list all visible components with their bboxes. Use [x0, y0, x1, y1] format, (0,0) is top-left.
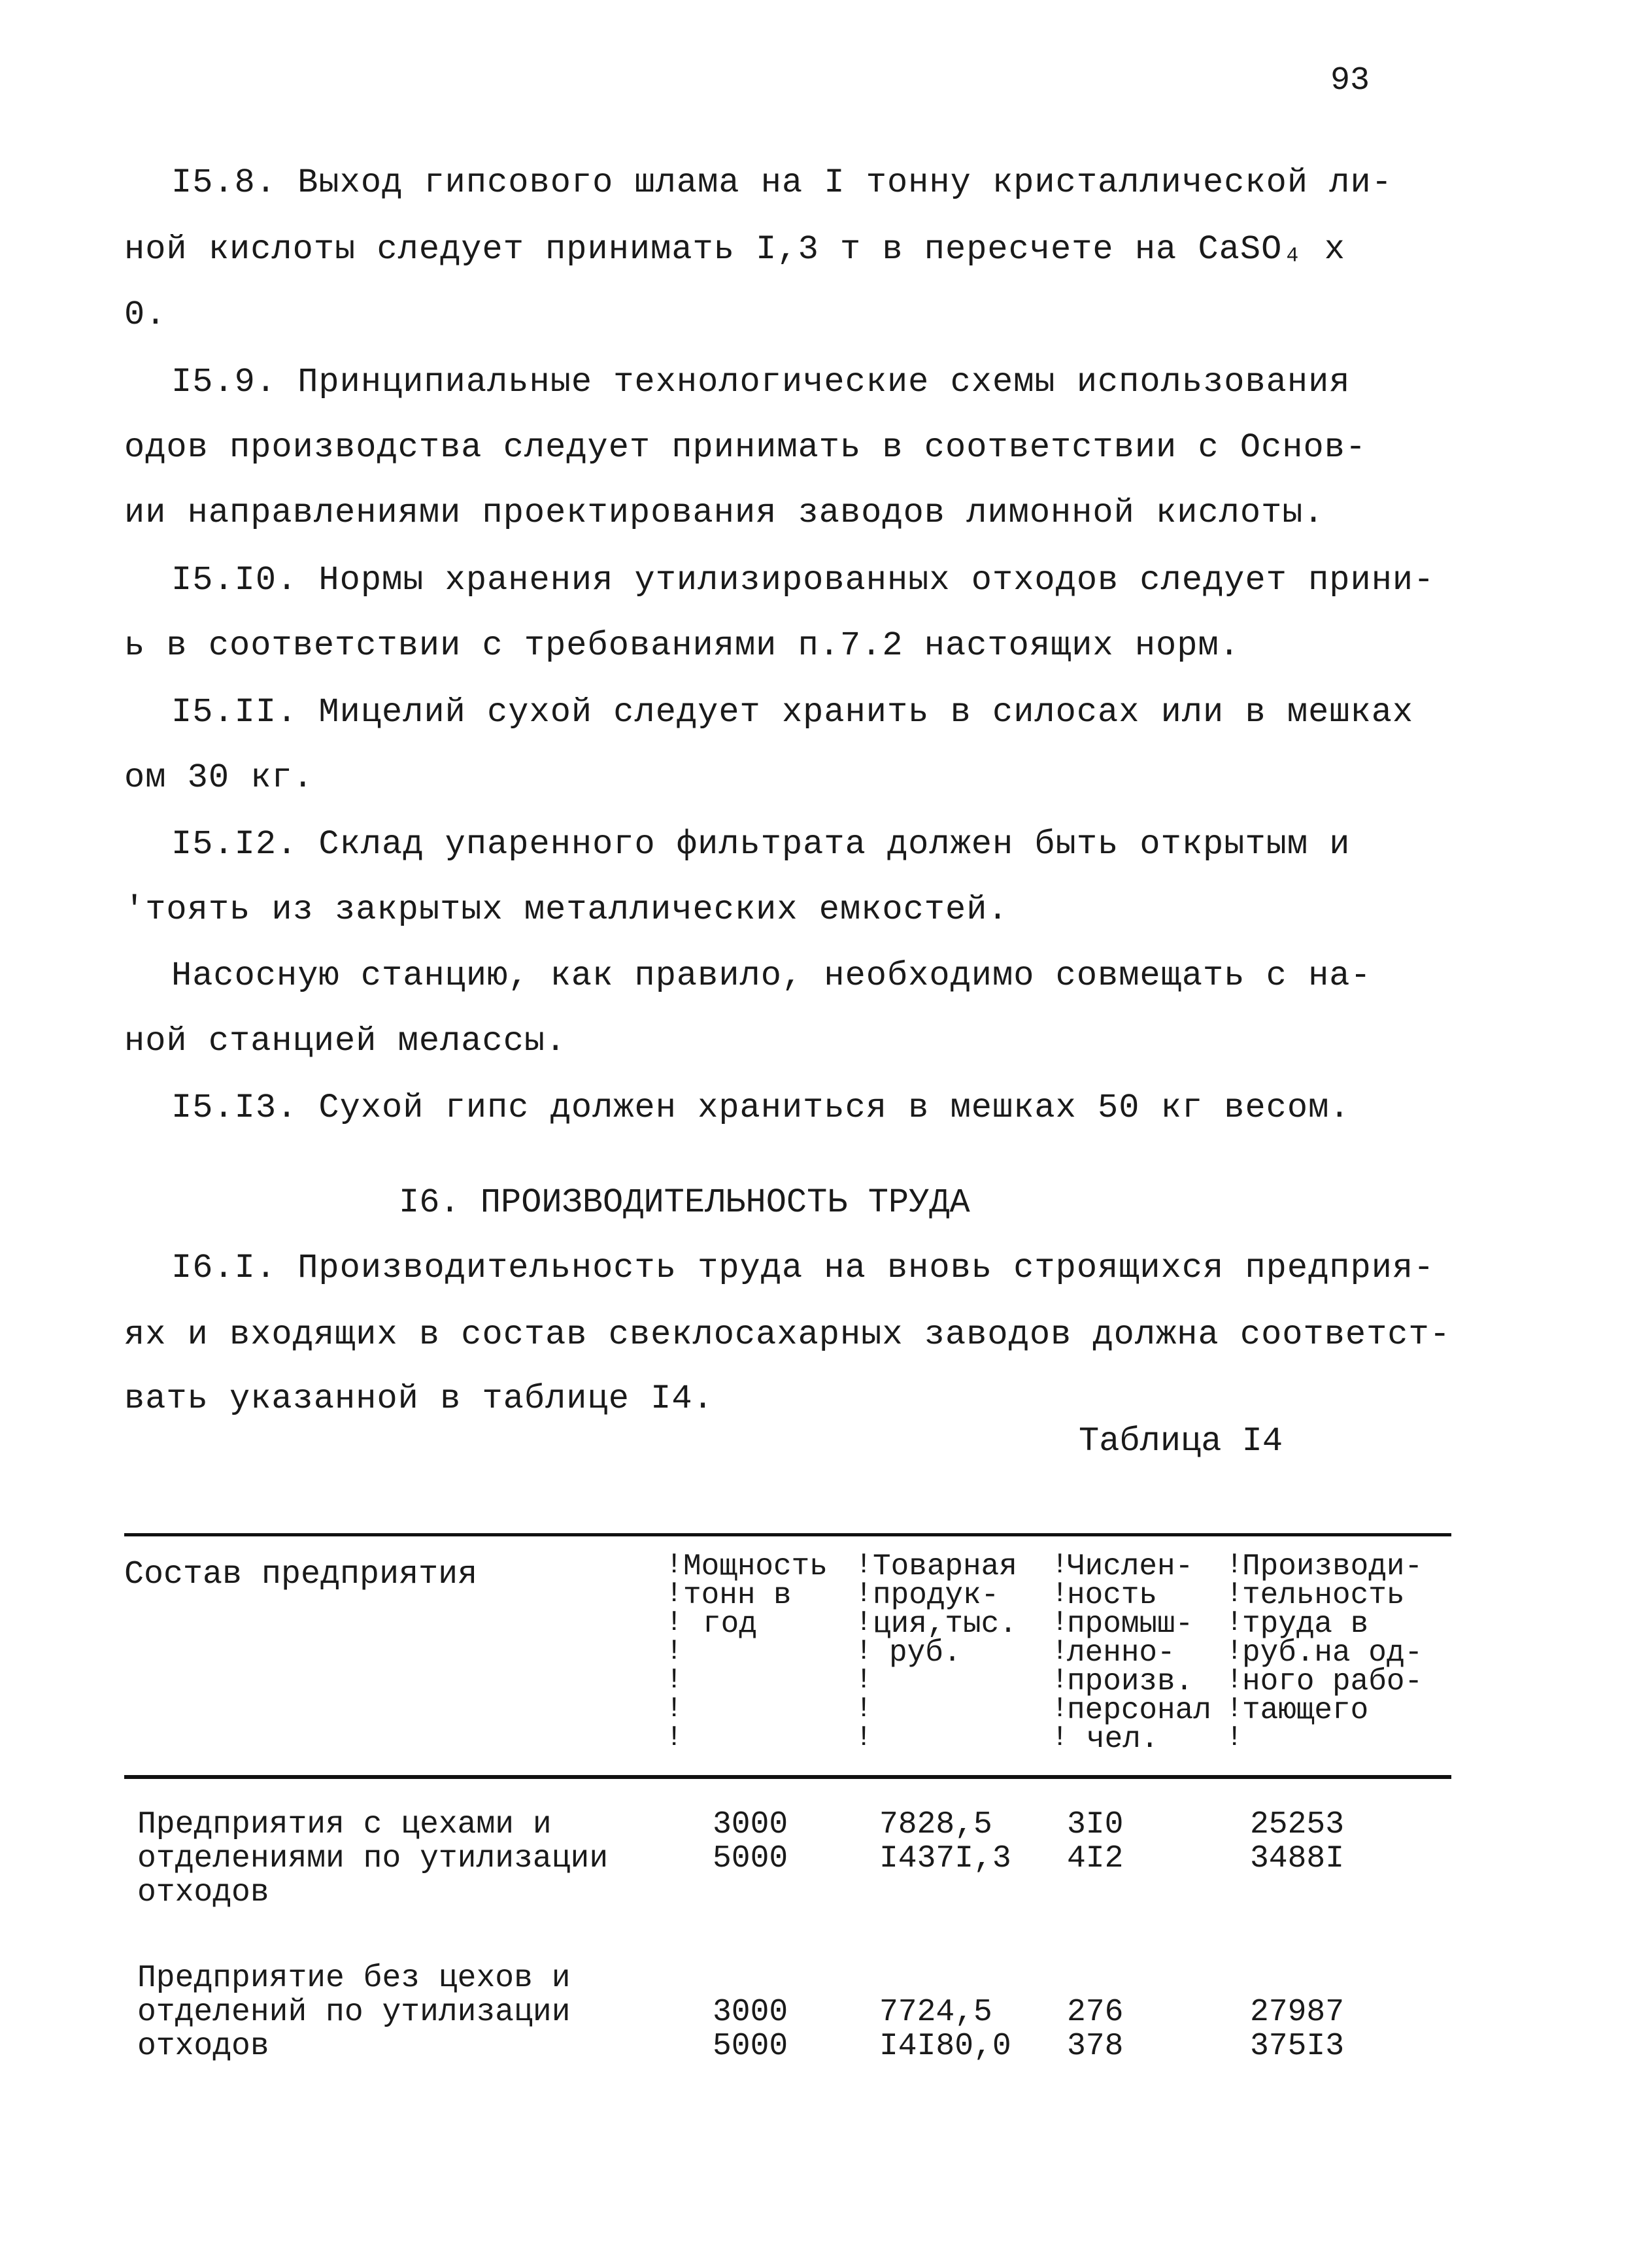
- table-top-rule: [124, 1533, 1451, 1536]
- table-row-staff: 276 378: [1067, 1995, 1124, 2064]
- text-line: I5.I2. Склад упаренного фильтрата должен быть открытым и: [171, 825, 1351, 864]
- text-line: I5.I0. Нормы хранения утилизированных отходов следует прини-: [171, 561, 1435, 600]
- table-row-productivity: 25253 3488I: [1250, 1807, 1345, 1876]
- text-line: Насосную станцию, как правило, необходимо совмещать с на-: [171, 956, 1372, 995]
- text-line: ии направлениями проектирования заводов лимонной кислоты.: [124, 494, 1325, 532]
- text-line: ной станцией мелассы.: [124, 1022, 567, 1060]
- section-heading: I6. ПРОИЗВОДИТЕЛЬНОСТЬ ТРУДА: [399, 1183, 970, 1222]
- table-row-output: 7828,5 I437I,3: [879, 1807, 1011, 1876]
- table-row-name: Предприятия с цехами и отделениями по утилизации отходов: [137, 1807, 609, 1910]
- table-row-output: 7724,5 I4I80,0: [879, 1995, 1011, 2064]
- header-productivity: Производи- тельность труда в руб.на од- ного рабо- тающего: [1242, 1549, 1423, 1727]
- text-line: I6.I. Производительность труда на вновь строящихся предприя-: [171, 1249, 1435, 1287]
- column-separator: ! ! ! ! ! ! !: [1051, 1549, 1069, 1754]
- text-line: ной кислоты следует принимать I,3 т в пересчете на CaSO₄ x: [124, 230, 1345, 269]
- text-line: I5.8. Выход гипсового шлама на I тонну кристаллической ли-: [171, 163, 1392, 202]
- column-separator: ! ! ! ! ! ! !: [666, 1549, 683, 1754]
- text-line: I5.I3. Сухой гипс должен храниться в мешках 50 кг весом.: [171, 1089, 1351, 1127]
- page-number: 93: [1330, 62, 1370, 99]
- text-line: ях и входящих в состав свеклосахарных заводов должна соответст-: [124, 1315, 1451, 1354]
- table-row-capacity: 3000 5000: [713, 1807, 788, 1876]
- text-line: I5.II. Мицелий сухой следует хранить в силосах или в мешках: [171, 693, 1414, 732]
- text-line: 0.: [124, 296, 167, 334]
- text-line: ом 30 кг.: [124, 758, 314, 797]
- text-line: ь в соответствии с требованиями п.7.2 настоящих норм.: [124, 626, 1240, 665]
- text-line: 'тоять из закрытых металлических емкостей.: [124, 890, 1009, 929]
- table-header-rule: [124, 1775, 1451, 1779]
- header-staff: Числен- ность промыш- ленно- произв. персонал чел.: [1067, 1549, 1211, 1756]
- text-line: вать указанной в таблице I4.: [124, 1379, 714, 1418]
- table-row-productivity: 27987 375I3: [1250, 1995, 1345, 2064]
- table-row-staff: 3I0 4I2: [1067, 1807, 1124, 1876]
- table-row-capacity: 3000 5000: [713, 1995, 788, 2064]
- table-row-name: Предприятие без цехов и отделений по утилизации отходов: [137, 1961, 571, 2064]
- header-output: Товарная продук- ция,тыс. руб.: [873, 1549, 1017, 1670]
- header-capacity: Мощность тонн в год: [683, 1549, 828, 1641]
- table-caption: Таблица I4: [1079, 1422, 1283, 1461]
- text-line: одов производства следует принимать в соответствии с Основ-: [124, 428, 1367, 467]
- column-separator: ! ! ! ! ! ! !: [1226, 1549, 1243, 1754]
- header-composition: Состав предприятия: [124, 1556, 478, 1593]
- text-line: I5.9. Принципиальные технологические схемы использования: [171, 363, 1351, 401]
- column-separator: ! ! ! ! ! ! !: [855, 1549, 873, 1754]
